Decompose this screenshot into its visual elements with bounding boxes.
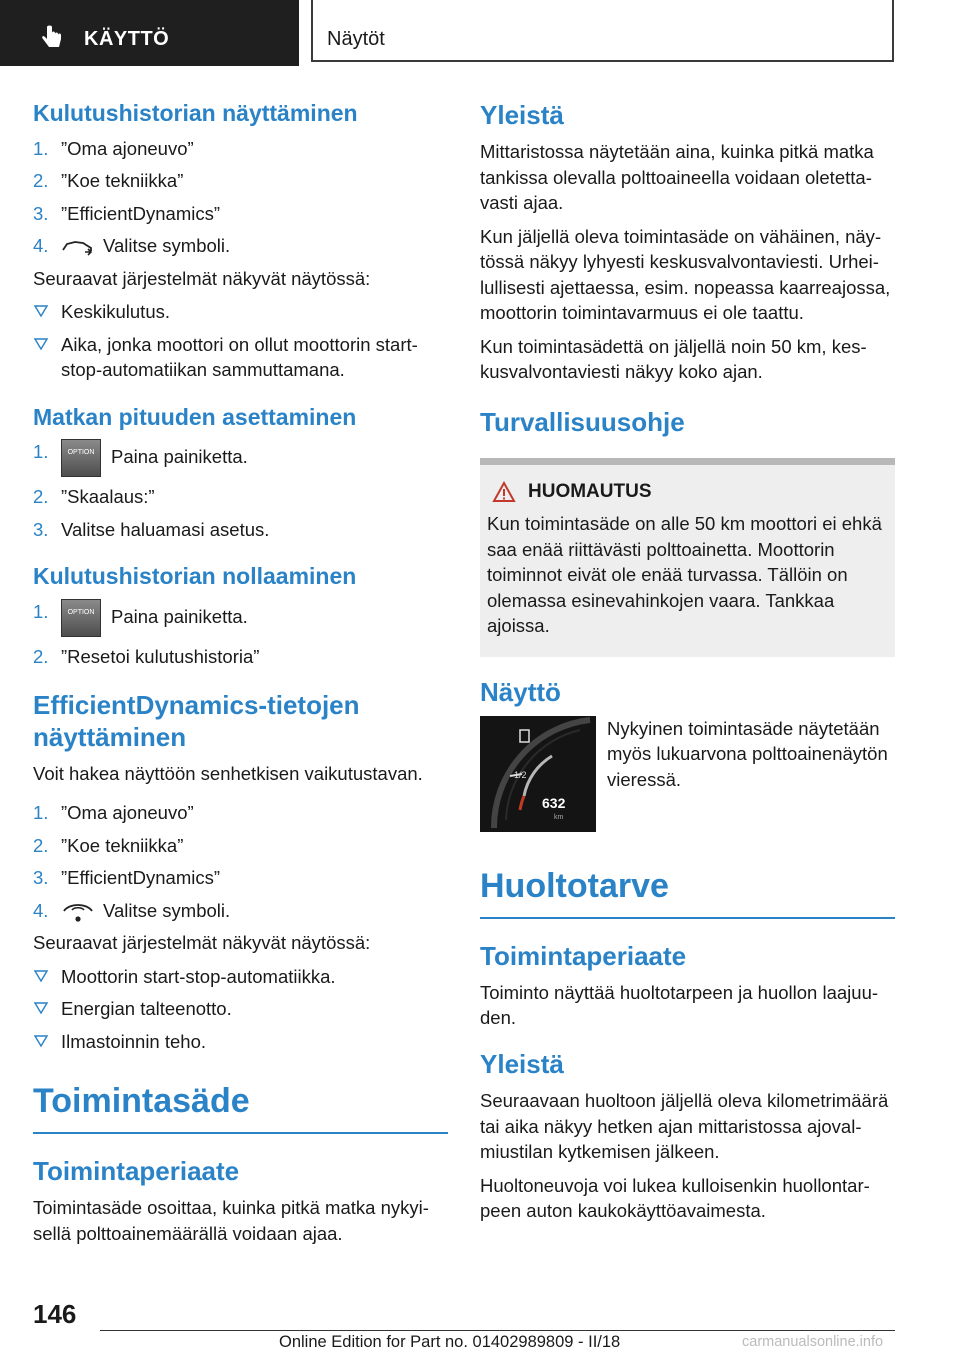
cluster-range-value: 632: [542, 794, 566, 811]
heading-toimintaperiaate: Toimintaperiaate: [33, 1156, 240, 1187]
cluster-range-unit: km: [554, 813, 564, 821]
car-leaf-icon: [61, 901, 95, 923]
list-item: 4. Valitse symboli.: [33, 235, 231, 257]
kulutus-steps: [33, 136, 448, 259]
heading-huoltotarve: Huoltotarve: [480, 866, 669, 905]
page-number: 146: [33, 1299, 77, 1329]
list-item: 2. ”Koe tekniikka”: [33, 170, 184, 192]
list-item: Aika, jonka moottori on ollut moottorin start-stop-automatiikan sammuttamana.: [33, 332, 448, 383]
naytto-text: Nykyinen toimintasäde näytetään myös lukuarvona polttoainenäytön vieressä.: [607, 717, 888, 790]
list-item: 2. ”Resetoi kulutushistoria”: [33, 645, 260, 667]
heading-toimintaperiaate-huolto: Toimintaperiaate: [480, 940, 687, 971]
watermark: carmanualsonline.info: [742, 1334, 884, 1350]
cluster-half-label: 1/2: [514, 769, 527, 780]
kulutus-bullets: [33, 299, 448, 383]
option-button-icon: OPTION: [61, 439, 101, 477]
list-item: 1. OPTION Paina painiketta.: [33, 599, 448, 637]
toimintasade-text: Toimintasäde osoittaa, kuinka pitkä matka nykyisellä polttoainemäärällä voidaan ajaa.: [33, 1197, 429, 1244]
heading-kulutushistoria: Kulutushistorian näyttäminen: [33, 100, 358, 126]
heading-efficient: EfficientDynamics-tietojen näyttäminen: [33, 690, 360, 752]
heading-rule: [480, 917, 895, 919]
triangle-bullet-icon: [34, 304, 48, 318]
list-item: 1. ”Oma ajoneuvo”: [33, 137, 194, 159]
warning-label: HUOMAUTUS: [528, 481, 652, 503]
heading-rule: [33, 1132, 448, 1134]
warning-triangle-icon: [492, 481, 516, 503]
heading-toimintasade: Toimintasäde: [33, 1082, 250, 1121]
efficient-steps: [33, 800, 448, 923]
efficient-intro2: Seuraavat järjestelmät näkyvät näytössä:: [33, 932, 371, 954]
huolto-sub-text: Toiminto näyttää huoltotarpeen ja huollon laajuuden.: [480, 981, 879, 1029]
footer-rule: [100, 1330, 895, 1331]
efficient-intro: Voit hakea näyttöön senhetkisen vaikutustavan.: [33, 762, 423, 784]
huolto-p2: Huoltoneuvoja voi lukea kulloisenkin huollontarpeen auton kaukokäyttöavaimesta.: [480, 1174, 870, 1222]
list-item: 3. Valitse haluamasi asetus.: [33, 518, 270, 540]
warning-text: Kun toimintasäde on alle 50 km moottori ei ehkä saa enää riittävästi polttoainetta. Moottorin toiminnot eivät ole enää turvassa. Tällöin on olemassa esinevahinkojen vaara. Tankkaa ajoissa.: [487, 513, 882, 637]
list-item: 1. OPTION Paina painiketta.: [33, 439, 448, 477]
list-item: 3. ”EfficientDynamics”: [33, 202, 221, 224]
list-item: Moottorin start-stop-automatiikka.: [33, 964, 448, 990]
right-column: [480, 100, 895, 1232]
heading-naytto: Näyttö: [480, 676, 561, 707]
heading-yleista: Yleistä: [480, 100, 564, 130]
instrument-cluster-image: [480, 716, 596, 832]
section-title: KÄYTTÖ: [84, 28, 170, 50]
yleista-p1: Mittaristossa näytetään aina, kuinka pitkä matka tankissa olevalla polttoaineella voidaan oletettavasti ajaa.: [480, 141, 874, 214]
list-item: 4. Valitse symboli.: [33, 898, 448, 924]
chapter-title: Näytöt: [327, 28, 385, 50]
left-column: [33, 100, 448, 1254]
option-button-icon: OPTION: [61, 599, 101, 637]
car-symbol-icon: [61, 238, 95, 256]
heading-nollaus: Kulutushistorian nollaaminen: [33, 563, 357, 590]
yleista-p2: Kun jäljellä oleva toimintasäde on vähäinen, näytössä näkyy lyhyesti keskusvalvontaviesti. Urheilullisesti ajettaessa, esim. nopeassa kaarreajossa, moottorin toimintavarmuus ei ole taattu.: [480, 225, 891, 324]
list-item: 2. ”Koe tekniikka”: [33, 834, 184, 856]
triangle-bullet-icon: [34, 1001, 48, 1015]
huolto-p1: Seuraavaan huoltoon jäljellä oleva kilometrimäärä tai aika näkyy hetken ajan mittaristossa ajovalmiustilan kytkemisen jälkeen.: [480, 1089, 889, 1163]
triangle-bullet-icon: [34, 969, 48, 983]
heading-yleista-huolto: Yleistä: [480, 1048, 564, 1079]
warning-box: [480, 458, 895, 657]
chapter-tab: [311, 0, 894, 62]
kulutus-intro: Seuraavat järjestelmät näkyvät näytössä:: [33, 267, 371, 289]
heading-turvallisuusohje: Turvallisuusohje: [480, 406, 685, 437]
list-item: 1. ”Oma ajoneuvo”: [33, 802, 194, 824]
list-item: Ilmastoinnin teho.: [33, 1029, 448, 1055]
triangle-bullet-icon: [34, 1034, 48, 1048]
list-item: 3. ”EfficientDynamics”: [33, 867, 221, 889]
nollaus-steps: [33, 599, 448, 670]
list-item: 2. ”Skaalaus:”: [33, 486, 155, 508]
matka-steps: [33, 439, 448, 542]
section-tab: [0, 0, 299, 66]
edition-note: Online Edition for Part no. 01402989809 - II/18: [279, 1333, 621, 1351]
heading-matka: Matkan pituuden asettaminen: [33, 403, 357, 430]
list-item: Keskikulutus.: [33, 299, 448, 325]
yleista-p3: Kun toimintasädettä on jäljellä noin 50 km, keskusvalvontaviesti näkyy koko ajan.: [480, 335, 867, 383]
efficient-bullets: [33, 964, 448, 1055]
list-item: Energian talteenotto.: [33, 996, 448, 1022]
triangle-bullet-icon: [34, 337, 48, 351]
hand-pointer-icon: [38, 25, 64, 51]
